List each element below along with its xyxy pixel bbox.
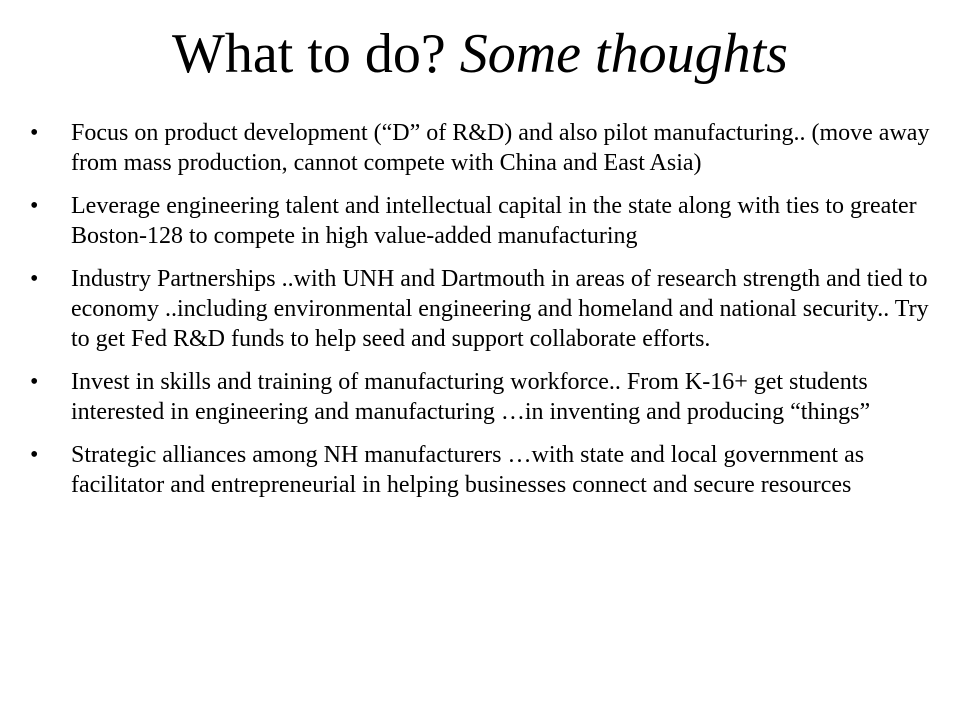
- bullet-dot-icon: •: [30, 266, 39, 292]
- bullet-text: Industry Partnerships ..with UNH and Dartmouth in areas of research strength and tied to economy ..including environmental engineering and homeland and national security.. Try to get Fed R&D funds to help seed and support collaborate efforts.: [71, 266, 929, 352]
- bullet-item: [30, 264, 930, 354]
- bullet-dot-icon: •: [30, 120, 39, 146]
- bullet-item: [30, 191, 930, 251]
- bullet-text: Leverage engineering talent and intellectual capital in the state along with ties to greater Boston-128 to compete in high value-added manufacturing: [71, 193, 917, 249]
- bullet-list: [30, 118, 930, 513]
- bullet-dot-icon: •: [30, 442, 39, 468]
- bullet-dot-icon: •: [30, 369, 39, 395]
- slide-title: [0, 22, 960, 86]
- slide-title-italic: Some thoughts: [459, 23, 788, 85]
- bullet-item: [30, 118, 930, 178]
- slide-title-plain: What to do?: [172, 23, 460, 85]
- bullet-text: Invest in skills and training of manufacturing workforce.. From K-16+ get students interested in engineering and manufacturing …in inventing and producing “things”: [71, 369, 871, 425]
- bullet-item: [30, 440, 930, 500]
- bullet-item: [30, 367, 930, 427]
- bullet-text: Focus on product development (“D” of R&D) and also pilot manufacturing.. (move away from mass production, cannot compete with China and East Asia): [71, 120, 930, 176]
- bullet-dot-icon: •: [30, 193, 39, 219]
- bullet-text: Strategic alliances among NH manufacturers …with state and local government as facilitator and entrepreneurial in helping businesses connect and secure resources: [71, 442, 865, 498]
